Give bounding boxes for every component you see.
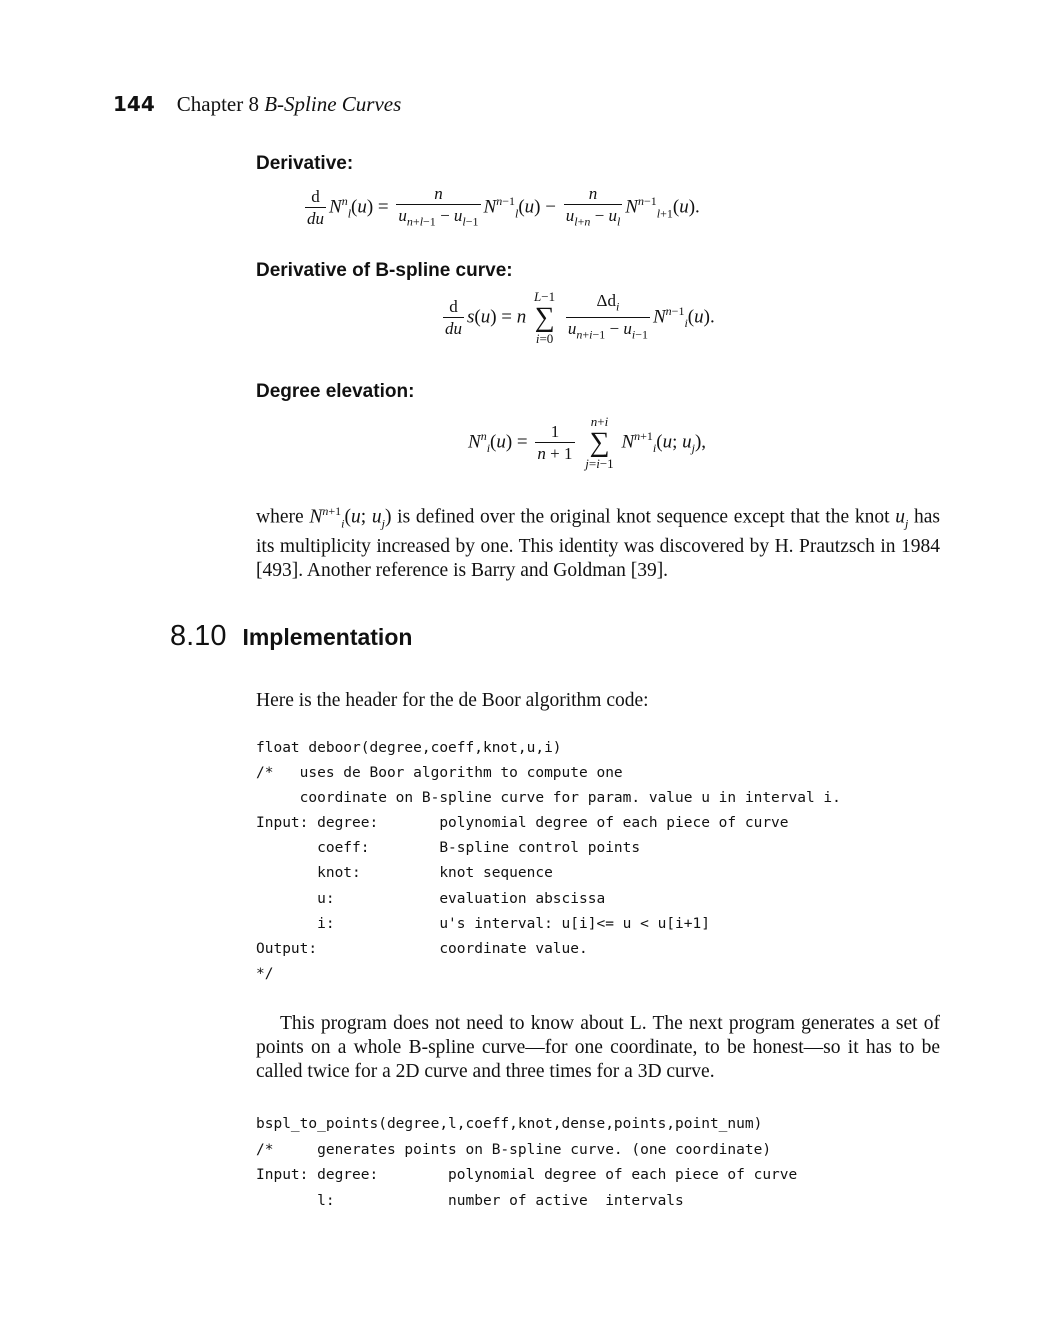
elevation-note-text-2: has its multiplicity increased by one. This identity was discovered by H. Prautzsch in 1984 [493]. Another reference is Barry and Goldman [39]. <box>256 506 941 582</box>
program-note-paragraph: This program does not need to know about L. The next program generates a set of points on a whole B-spline curve—for one coordinate, to be honest—so it has to be called twice for a 2D curve and three times for a 3D curve. <box>256 1013 940 1082</box>
derivative-curve-label: Derivative of B-spline curve: <box>256 260 513 281</box>
chapter-title: B-Spline Curves <box>264 92 402 116</box>
running-header <box>113 92 401 117</box>
chapter-label: Chapter 8 <box>176 92 259 116</box>
derivative-label: Derivative: <box>256 153 354 174</box>
degree-elevation-equation: $N^n_i(u)$ = $\frac{1}{n + 1}$ n+i ∑ j=i−1 $N^{n+1}_i(u$; $u_j$), <box>468 414 707 471</box>
deboor-code-block: float deboor(degree,coeff,knot,u,i) /* uses de Boor algorithm to compute one coordinate on B-spline curve for param. value u in interval i. Input: degree: polynomial degree of each piece of curve coeff: B-spline control points knot: knot sequence u: evaluation abscissa i: u's interval: u[i]<= u < u[i+1] Output: coordinate value. */ <box>256 740 841 982</box>
degree-elevation-label: Degree elevation: <box>256 381 415 402</box>
intro-header-paragraph: Here is the header for the de Boor algorithm code: <box>256 690 649 711</box>
section-title: Implementation <box>242 624 413 650</box>
section-heading <box>170 620 412 653</box>
bspl-to-points-code-block: bspl_to_points(degree,l,coeff,knot,dense,points,point_num) /* generates points on B-spline curve. (one coordinate) Input: degree: polynomial degree of each piece of curve l: number of active intervals <box>256 1116 798 1209</box>
page-number: 144 <box>113 92 155 116</box>
derivative-equation: $\frac{d}{du}$ $N^n_l(u)$ = $\frac{n}{u_{n+l-1} - u_{l-1}}$ $N^{n-1}_l(u)$ − $\frac{n}{u_{l+n} - u_l}$ $N^{n-1}_{l+1}(u)$. <box>302 184 700 232</box>
elevation-note-paragraph: where $N^{n+1}_i(u$; $u_j$) is defined over the original knot sequence except that the knot $u_j$ has its multiplicity increased by one. This identity was discovered by H. Prautzsch in 1984 [493]. Another reference is Barry and Goldman [39]. <box>256 504 941 582</box>
elevation-note-text-1: is defined over the original knot sequence except that the knot <box>397 506 890 528</box>
derivative-curve-equation: $\frac{d}{du}$ s(u) = n L−1 ∑ i=0 $\frac{\Delta d_i}{u_{n+i-1} - u_{i-1}}$ $N^{n-1}_i(u)$. <box>445 289 715 346</box>
section-number: 8.10 <box>170 620 227 652</box>
